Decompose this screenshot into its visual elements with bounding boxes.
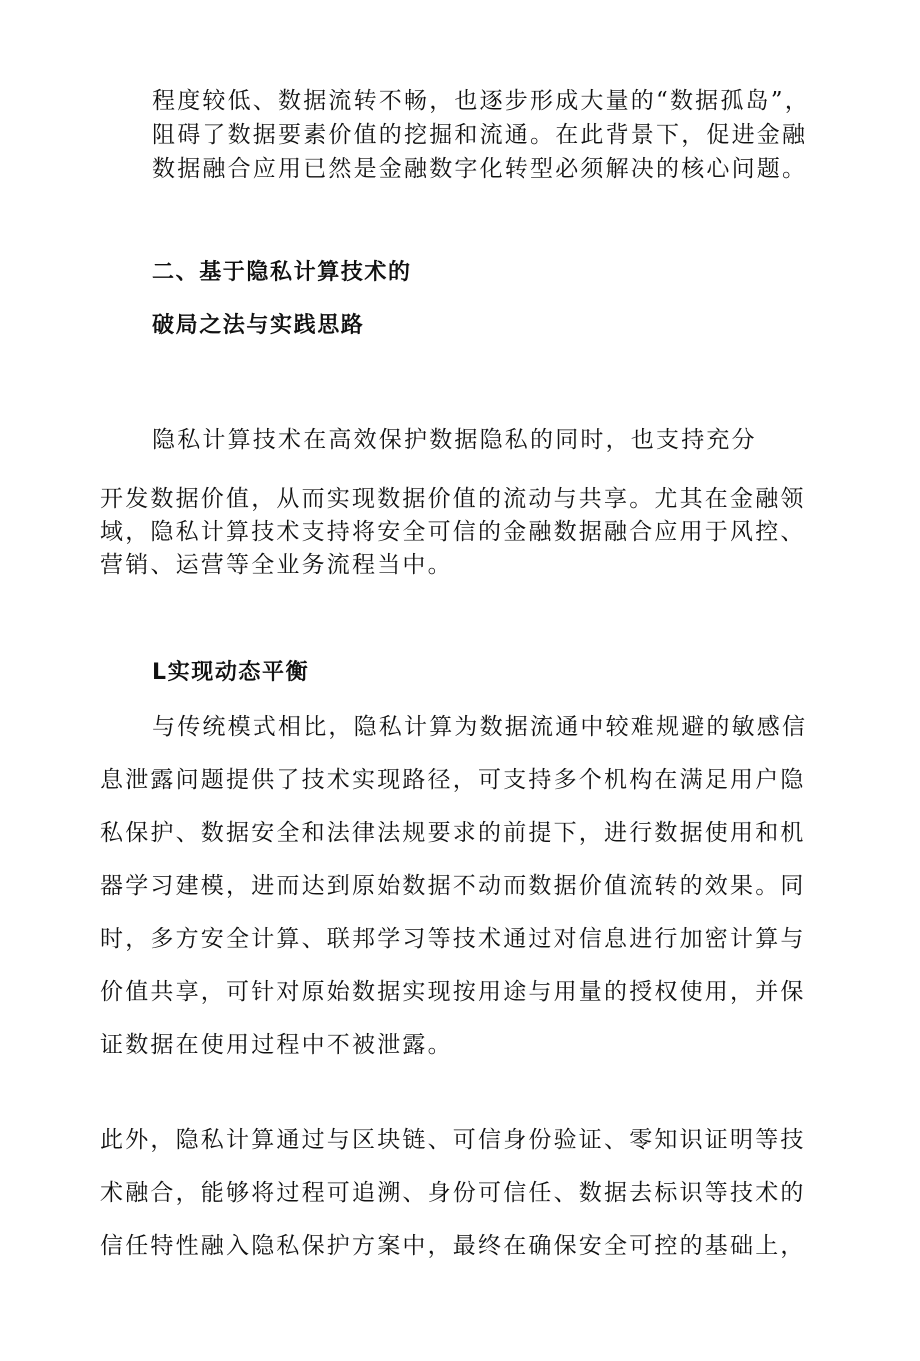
paragraph3-line-2: 息泄露问题提供了技术实现路径，可支持多个机构在满足用户隐: [100, 767, 806, 793]
section-heading-line-2: 破局之法与实践思路: [152, 313, 365, 338]
paragraph1-line-3: 数据融合应用已然是金融数字化转型必须解决的核心问题。: [152, 156, 808, 182]
paragraph2-line-3: 域，隐私计算技术支持将安全可信的金融数据融合应用于风控、: [100, 519, 806, 545]
paragraph3-line-7: 证数据在使用过程中不被泄露。: [100, 1032, 453, 1058]
paragraph4-line-2: 术融合，能够将过程可追溯、身份可信任、数据去标识等技术的: [100, 1180, 806, 1206]
paragraph2-line-2: 开发数据价值，从而实现数据价值的流动与共享。尤其在金融领: [100, 486, 806, 512]
subsection-heading: L实现动态平衡: [152, 660, 310, 685]
paragraph3-line-1: 与传统模式相比，隐私计算为数据流通中较难规避的敏感信: [152, 714, 808, 740]
paragraph4-line-3: 信任特性融入隐私保护方案中，最终在确保安全可控的基础上，: [100, 1233, 806, 1259]
paragraph4-line-1: 此外，隐私计算通过与区块链、可信身份验证、零知识证明等技: [100, 1127, 806, 1153]
paragraph3-line-6: 价值共享，可针对原始数据实现按用途与用量的授权使用，并保: [100, 979, 806, 1005]
paragraph2-line-4: 营销、运营等全业务流程当中。: [100, 552, 453, 578]
paragraph3-line-3: 私保护、数据安全和法律法规要求的前提下，进行数据使用和机: [100, 820, 806, 846]
paragraph3-line-4: 器学习建模，进而达到原始数据不动而数据价值流转的效果。同: [100, 873, 806, 899]
paragraph2-line-1: 隐私计算技术在高效保护数据隐私的同时，也支持充分: [152, 427, 757, 453]
paragraph3-line-5: 时，多方安全计算、联邦学习等技术通过对信息进行加密计算与: [100, 926, 806, 952]
paragraph1-line-1: 程度较低、数据流转不畅，也逐步形成大量的“数据孤岛”，: [152, 88, 810, 114]
paragraph1-line-2: 阻碍了数据要素价值的挖掘和流通。在此背景下，促进金融: [152, 122, 808, 148]
section-heading-line-1: 二、基于隐私计算技术的: [152, 260, 412, 285]
